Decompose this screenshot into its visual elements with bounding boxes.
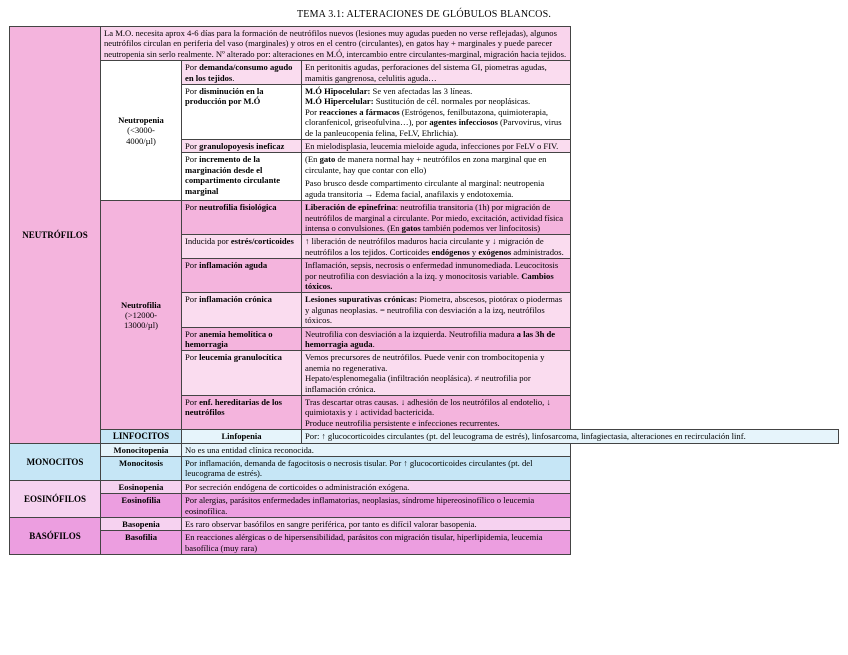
monocitosis-detail: Por inflamación, demanda de fagocitosis o necrosis tisular. Por ↑ glucocorticoides circulantes (pt. del leucograma de estrés). bbox=[182, 457, 571, 481]
neutrofilia-detail: Tras descartar otras causas. ↓ adhesión de los neutrófilos al endotelio, ↓ quimiotaxis y ↓ actividad bactericida. Produce neutrofilia persistente e infecciones recurrentes. bbox=[302, 396, 571, 430]
neutropenia-cause: Por demanda/consumo agudo en los tejidos. bbox=[182, 61, 302, 85]
table-row bbox=[10, 443, 839, 456]
basofilia-detail: En reacciones alérgicas o de hipersensibilidad, parásitos con migración tisular, hiperlipidemia, leucemia basofílica (muy rara) bbox=[182, 531, 571, 555]
neutrofilia-cause: Inducida por estrés/corticoides bbox=[182, 235, 302, 259]
linfopenia-detail: Por: ↑ glucocorticoides circulantes (pt. del leucograma de estrés), linfosarcoma, linfagiectasia, alteraciones en recirculación linf. bbox=[302, 430, 839, 443]
eosinopenia-detail: Por secreción endógena de corticoides o administración exógena. bbox=[182, 480, 571, 493]
neutropenia-detail: (En gato de manera normal hay + neutrófilos en zona marginal que en circulante, hay que contar con ello) Paso brusco desde compartimento circulante al marginal: neutropenia aguda transitoria → Edema facial, anafilaxis y endotoxemia. bbox=[302, 153, 571, 201]
neutrofilia-cause: Por neutrofilia fisiológica bbox=[182, 201, 302, 235]
neutropenia-cause: Por incremento de la marginación desde el compartimento circulante marginal bbox=[182, 153, 302, 201]
linfocitos-label: LINFOCITOS bbox=[101, 430, 182, 443]
eosinopenia-label: Eosinopenia bbox=[101, 480, 182, 493]
table-row bbox=[10, 494, 839, 518]
neutrofilia-cause: Por anemia hemolítica o hemorragia bbox=[182, 327, 302, 351]
table-row bbox=[10, 27, 839, 61]
leukocyte-table bbox=[9, 26, 839, 555]
basopenia-label: Basopenia bbox=[101, 518, 182, 531]
monocitopenia-label: Monocitopenia bbox=[101, 443, 182, 456]
neutrofilia-label: Neutrofilia (>12000- 13000/µl) bbox=[101, 201, 182, 430]
neutropenia-cause: Por granulopoyesis ineficaz bbox=[182, 140, 302, 153]
neutrofilia-detail: Lesiones supurativas crónicas: Piometra, abscesos, piotórax o piodermas y algunas neoplasias. = neutrofilia con desviación a la izq, neutrófilos tóxicos. bbox=[302, 293, 571, 327]
neutrofilia-detail: Inflamación, sepsis, necrosis o enfermedad inmunomediada. Leucocitosis por neutrofilia con desviación a la izq. y monocitosis variable. Cambios tóxicos. bbox=[302, 259, 571, 293]
eosinofilia-label: Eosinofilia bbox=[101, 494, 182, 518]
table-row bbox=[10, 430, 839, 443]
basofilos-label: BASÓFILOS bbox=[10, 518, 101, 555]
neutrofilos-intro: La M.O. necesita aprox 4-6 días para la formación de neutrófilos nuevos (lesiones muy agudas pueden no verse reflejadas), algunos neutrófilos circulan en periferia del vaso (marginales) y otros en el centro (circulantes), en gatos hay + marginales y puede parecer neutropenia sin serlo realmente. Nº alterado por: alteraciones en M.Ó, intercambio entre circulantes-marginal, migración hacia tejidos. bbox=[101, 27, 571, 61]
table-row bbox=[10, 61, 839, 85]
basofilia-label: Basofilia bbox=[101, 531, 182, 555]
table-row bbox=[10, 480, 839, 493]
table-row bbox=[10, 518, 839, 531]
table-row bbox=[10, 201, 839, 235]
monocitopenia-detail: No es una entidad clínica reconocida. bbox=[182, 443, 571, 456]
table-row bbox=[10, 531, 839, 555]
monocitosis-label: Monocitosis bbox=[101, 457, 182, 481]
neutropenia-label: Neutropenia (<3000- 4000/µl) bbox=[101, 61, 182, 201]
basopenia-detail: Es raro observar basófilos en sangre periférica, por tanto es difícil valorar basopenia. bbox=[182, 518, 571, 531]
table-row bbox=[10, 457, 839, 481]
neutrofilia-cause: Por inflamación crónica bbox=[182, 293, 302, 327]
monocitos-label: MONOCITOS bbox=[10, 443, 101, 480]
neutropenia-cause: Por disminución en la producción por M.Ó bbox=[182, 85, 302, 140]
neutrofilia-detail: ↑ liberación de neutrófilos maduros hacia circulante y ↓ migración de neutrófilos a los tejidos. Corticoides endógenos y exógenos administrados. bbox=[302, 235, 571, 259]
neutrofilia-cause: Por inflamación aguda bbox=[182, 259, 302, 293]
neutropenia-detail: M.Ó Hipocelular: Se ven afectadas las 3 líneas. M.Ó Hipercelular: Sustitución de cél. normales por neoplásicas. Por reacciones a fármacos (Estrógenos, fenilbutazona, quimioterapia, cloranfenicol, griseofulvina…), por agentes infecciosos (Parvovirus, virus de la panleucopenia felina, FeLV, Ehrlichia). bbox=[302, 85, 571, 140]
neutrofilos-label: NEUTRÓFILOS bbox=[10, 27, 101, 444]
neutrofilia-cause: Por leucemia granulocítica bbox=[182, 351, 302, 396]
linfopenia-label: Linfopenia bbox=[182, 430, 302, 443]
neutropenia-detail: En mielodisplasia, leucemia mieloide aguda, infecciones por FeLV o FIV. bbox=[302, 140, 571, 153]
eosinofilos-label: EOSINÓFILOS bbox=[10, 480, 101, 517]
neutrofilia-detail: Vemos precursores de neutrófilos. Puede venir con trombocitopenia y anemia no regenerativa. Hepato/esplenomegalia (infiltración neoplásica). ≠ neutrofilia por inflamación crónica. bbox=[302, 351, 571, 396]
page-title: TEMA 3.1: ALTERACIONES DE GLÓBULOS BLANCOS. bbox=[296, 9, 552, 20]
eosinofilia-detail: Por alergias, parásitos enfermedades inflamatorias, neoplasias, síndrome hipereosinofílico o leucemia eosinofílica. bbox=[182, 494, 571, 518]
neutrofilia-detail: Neutrofilia con desviación a la izquierda. Neutrofilia madura a las 3h de hemorragia aguda. bbox=[302, 327, 571, 351]
neutropenia-detail: En peritonitis agudas, perforaciones del sistema GI, piometras agudas, mamitis gangrenosa, celulitis aguda… bbox=[302, 61, 571, 85]
neutrofilia-cause: Por enf. hereditarias de los neutrófilos bbox=[182, 396, 302, 430]
neutrofilia-detail: Liberación de epinefrina: neutrofilia transitoria (1h) por migración de neutrófilos de marginal a circulante. Por miedo, excitación, actividad física intensa o convulsiones. (En gatos también podemos ver linfocitosis) bbox=[302, 201, 571, 235]
